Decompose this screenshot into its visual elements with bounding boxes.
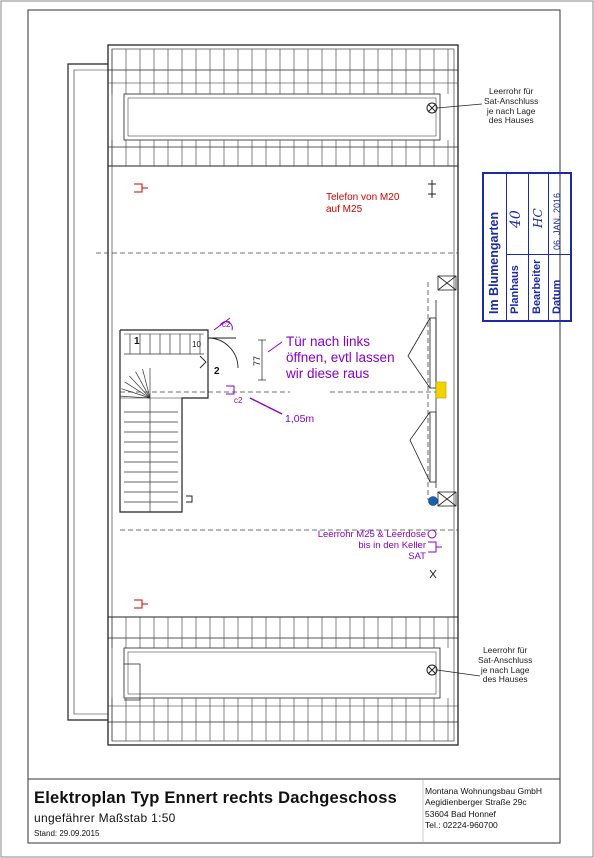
company-block — [425, 786, 542, 832]
door-note — [286, 334, 395, 383]
company-street: Aegidienberger Straße 29c — [425, 797, 527, 808]
stamp-bearbeiter-value: HC — [531, 208, 545, 228]
stamp-datum-label: Datum — [551, 279, 563, 314]
dimension-note: 1,05m — [285, 413, 315, 425]
sat-note-top — [484, 87, 538, 126]
stair-label-2: 2 — [214, 366, 220, 377]
stamp-planhaus-label: Planhaus — [509, 265, 521, 314]
stair-label-10: 10 — [192, 340, 201, 349]
telefon-note — [326, 192, 399, 215]
telefon-note-line2: auf M25 — [326, 203, 363, 215]
door-note-line2: öffnen, evtl lassen — [286, 350, 395, 366]
page-border — [1, 1, 593, 857]
sat-note-bottom-line3: je nach Lage — [480, 664, 530, 675]
approval-stamp — [482, 172, 572, 322]
stair-treads — [120, 334, 204, 512]
conduit-note-line1: Leerrohr M25 & Leerdose — [317, 529, 426, 540]
stamp-bearbeiter-label: Bearbeiter — [531, 259, 543, 314]
telefon-note-line1: Telefon von M20 — [326, 192, 400, 203]
stamp-divider-1 — [506, 174, 507, 320]
stamp-planhaus-value: 40 — [508, 210, 524, 228]
stair-label-c2a: c2 — [222, 320, 231, 329]
conduit-note-line2: bis in den Keller — [358, 539, 426, 551]
stair-label-c2b: c2 — [234, 396, 243, 405]
stamp-street: Im Blumengarten — [487, 211, 501, 314]
leader-lines — [250, 104, 482, 676]
top-rafters — [112, 49, 448, 166]
bottom-rafters — [112, 617, 448, 741]
exterior-walls — [68, 45, 458, 745]
dimension-label: 77 — [252, 355, 262, 366]
company-city: 53604 Bad Honnef — [425, 808, 496, 819]
sat-note-top-line1: Leerrohr für — [488, 86, 534, 96]
plan-scale: ungefährer Maßstab 1:50 — [34, 811, 176, 825]
stair-door — [200, 338, 238, 392]
stair-label-1: 1 — [134, 336, 140, 347]
top-roof-zone — [108, 70, 458, 166]
yellow-marker — [436, 382, 446, 398]
bottom-roof-zone — [108, 617, 458, 722]
stamp-divider-3 — [548, 174, 549, 320]
sat-note-top-line3: je nach Lage — [486, 105, 536, 116]
sat-note-bottom — [478, 646, 532, 685]
sat-note-top-line4: des Hauses — [488, 115, 534, 126]
plan-title: Elektroplan Typ Ennert rechts Dachgeschoss — [34, 789, 397, 807]
door-note-line1: Tür nach links — [286, 334, 371, 349]
stamp-row-divider — [506, 254, 570, 255]
door-note-line3: wir diese raus — [286, 366, 370, 382]
plan-stand: Stand: 29.09.2015 — [34, 829, 100, 838]
sat-note-bottom-line1: Leerrohr für — [482, 645, 528, 655]
sat-note-bottom-line2: Sat-Anschluss — [478, 654, 533, 665]
stamp-datum-value: 06. JAN. 2016 — [552, 192, 562, 250]
staircase — [120, 330, 208, 512]
sat-note-top-line2: Sat-Anschluss — [484, 95, 539, 106]
conduit-note-line3: SAT — [408, 550, 426, 562]
stamp-divider-2 — [528, 174, 529, 320]
conduit-note — [276, 530, 426, 563]
blue-marker — [429, 497, 438, 506]
company-name: Montana Wohnungsbau GmbH — [425, 786, 543, 796]
sat-note-bottom-line4: des Hauses — [482, 674, 528, 685]
company-phone: Tel.: 02224-960700 — [425, 820, 498, 831]
right-wall-openings — [408, 276, 456, 506]
